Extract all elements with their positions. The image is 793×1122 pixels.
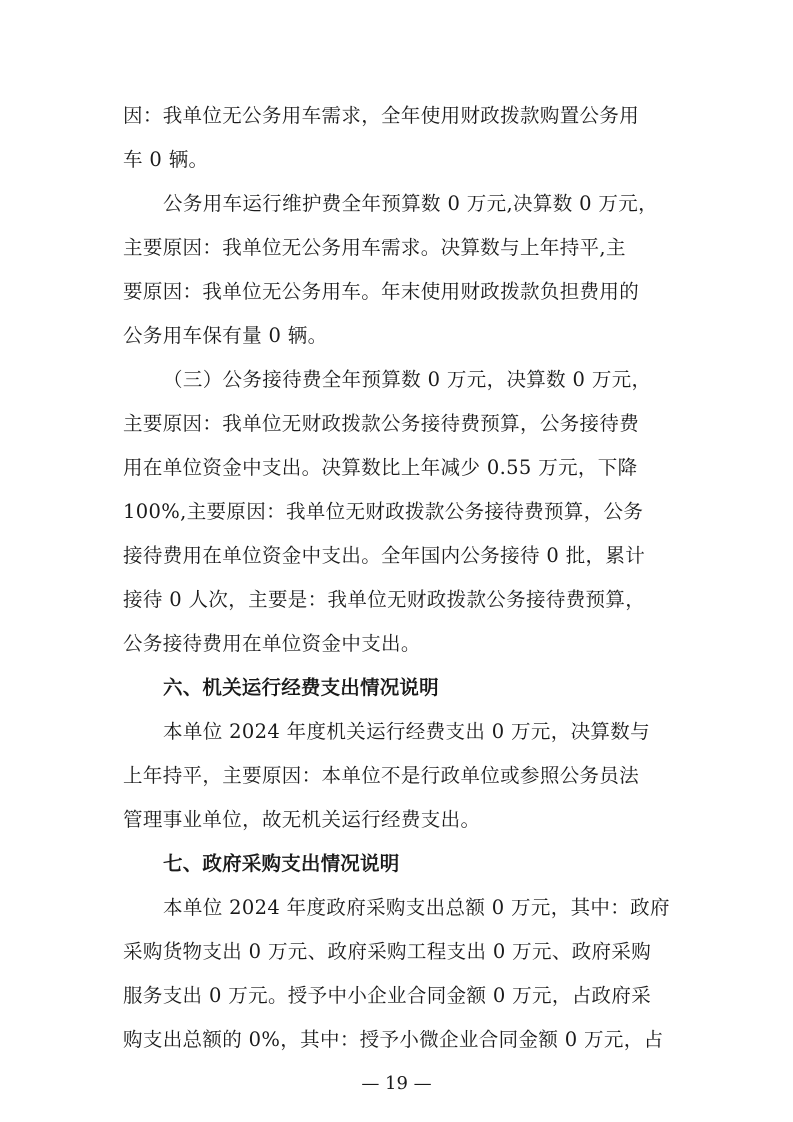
paragraph-line: 要原因：我单位无公务用车。年末使用财政拨款负担费用的 xyxy=(123,280,640,303)
page-number: — 19 — xyxy=(361,1073,432,1094)
paragraph-line: 本单位 2024 年度机关运行经费支出 0 万元，决算数与 xyxy=(163,720,650,743)
paragraph-line: 公务用车保有量 0 辆。 xyxy=(123,324,328,347)
paragraph-line: 接待费用在单位资金中支出。全年国内公务接待 0 批，累计 xyxy=(123,544,646,567)
paragraph-line: 公务接待费用在单位资金中支出。 xyxy=(123,632,421,655)
paragraph-line: 因：我单位无公务用车需求，全年使用财政拨款购置公务用 xyxy=(123,104,640,127)
paragraph-line: 服务支出 0 万元。授予中小企业合同金额 0 万元，占政府采 xyxy=(123,984,652,1007)
paragraph-line: 接待 0 人次，主要是：我单位无财政拨款公务接待费预算， xyxy=(123,588,646,611)
paragraph-line: 管理事业单位，故无机关运行经费支出。 xyxy=(123,808,481,831)
paragraph-line: 车 0 辆。 xyxy=(123,148,209,171)
section-heading: 七、政府采购支出情况说明 xyxy=(163,852,400,875)
paragraph-line: （三）公务接待费全年预算数 0 万元，决算数 0 万元， xyxy=(163,368,652,391)
paragraph-line: 100%,主要原因：我单位无财政拨款公务接待费预算，公务 xyxy=(123,500,644,523)
paragraph-line: 采购货物支出 0 万元、政府采购工程支出 0 万元、政府采购 xyxy=(123,940,652,963)
paragraph-line: 购支出总额的 0%，其中：授予小微企业合同金额 0 万元，占 xyxy=(123,1028,664,1051)
paragraph-line: 主要原因：我单位无公务用车需求。决算数与上年持平,主 xyxy=(123,236,626,259)
paragraph-line: 公务用车运行维护费全年预算数 0 万元,决算数 0 万元， xyxy=(163,192,658,215)
paragraph-line: 主要原因：我单位无财政拨款公务接待费预算，公务接待费 xyxy=(123,412,640,435)
paragraph-line: 用在单位资金中支出。决算数比上年减少 0.55 万元，下降 xyxy=(123,456,638,479)
paragraph-line: 本单位 2024 年度政府采购支出总额 0 万元，其中：政府 xyxy=(163,896,670,919)
section-heading: 六、机关运行经费支出情况说明 xyxy=(163,676,439,699)
paragraph-line: 上年持平，主要原因：本单位不是行政单位或参照公务员法 xyxy=(123,764,640,787)
